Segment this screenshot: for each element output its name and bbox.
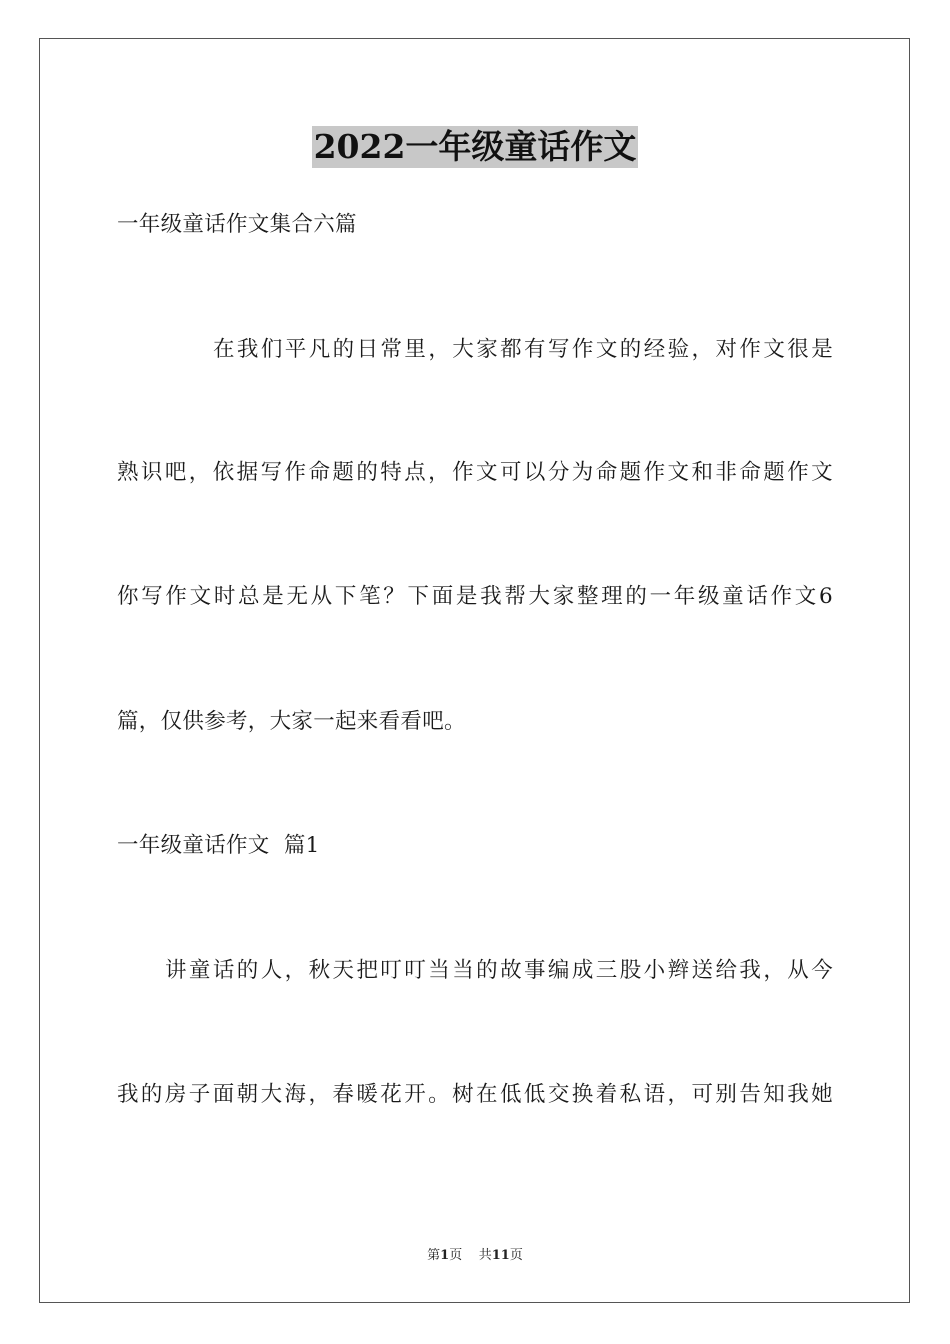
paragraph-line: 篇，仅供参考，大家一起来看看吧。	[117, 709, 466, 734]
total-suffix: 页	[509, 1248, 523, 1263]
title-container	[0, 126, 950, 168]
page-number: 1	[440, 1248, 450, 1263]
paragraph-line: 在我们平凡的日常里，大家都有写作文的经验，对作文很是	[213, 337, 833, 362]
paragraph-line: 熟识吧，依据写作命题的特点，作文可以分为命题作文和非命题作文	[117, 460, 833, 485]
paragraph-line: 讲童话的人，秋天把叮叮当当的故事编成三股小辫送给我，从今	[165, 958, 833, 983]
document-subtitle: 一年级童话作文集合六篇	[117, 212, 357, 237]
paragraph-line: 我的房子面朝大海，春暖花开。树在低低交换着私语，可别告知我她	[117, 1082, 833, 1107]
page-prefix: 第	[427, 1248, 441, 1263]
section-heading: 一年级童话作文 篇1	[117, 833, 320, 858]
total-pages: 11	[491, 1248, 510, 1263]
page-footer	[0, 1247, 950, 1265]
page-suffix: 页	[449, 1248, 463, 1263]
document-title: 2022一年级童话作文	[313, 127, 637, 166]
total-prefix: 共	[478, 1248, 492, 1263]
paragraph-line: 你写作文时总是无从下笔？下面是我帮大家整理的一年级童话作文6	[117, 584, 833, 609]
